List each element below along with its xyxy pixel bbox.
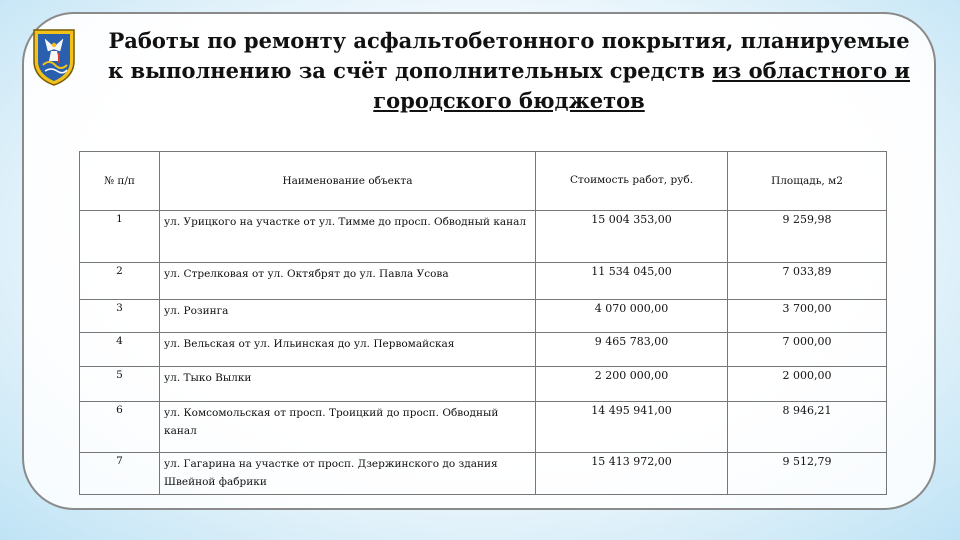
row-area: 8 946,21 bbox=[728, 402, 887, 453]
title-line-1: Работы по ремонту асфальтобетонного покрытия, планируемые bbox=[108, 28, 910, 53]
row-object-name: ул. Комсомольская от просп. Троицкий до просп. Обводный канал bbox=[160, 402, 536, 453]
row-cost: 15 413 972,00 bbox=[536, 453, 728, 495]
header-object-name: Наименование объекта bbox=[160, 152, 536, 211]
title-line-2-underlined: из областного и bbox=[712, 57, 910, 83]
title-line-2 bbox=[96, 56, 922, 86]
row-cost: 15 004 353,00 bbox=[536, 211, 728, 263]
city-coat-of-arms-icon bbox=[31, 27, 77, 87]
title-line-3: городского бюджетов bbox=[373, 87, 645, 113]
table-header-row bbox=[80, 152, 887, 211]
row-number: 1 bbox=[80, 211, 160, 263]
row-number: 3 bbox=[80, 300, 160, 333]
table-row bbox=[80, 333, 887, 367]
row-object-name: ул. Розинга bbox=[160, 300, 536, 333]
row-area: 7 033,89 bbox=[728, 263, 887, 300]
row-number: 4 bbox=[80, 333, 160, 367]
row-cost: 4 070 000,00 bbox=[536, 300, 728, 333]
row-object-name: ул. Гагарина на участке от просп. Дзержинского до здания Швейной фабрики bbox=[160, 453, 536, 495]
row-object-name: ул. Вельская от ул. Ильинская до ул. Первомайская bbox=[160, 333, 536, 367]
table-row bbox=[80, 300, 887, 333]
row-object-name: ул. Тыко Вылки bbox=[160, 367, 536, 402]
table-row bbox=[80, 211, 887, 263]
row-area: 9 259,98 bbox=[728, 211, 887, 263]
row-area: 9 512,79 bbox=[728, 453, 887, 495]
works-table bbox=[79, 151, 887, 495]
row-number: 5 bbox=[80, 367, 160, 402]
row-area: 2 000,00 bbox=[728, 367, 887, 402]
row-number: 2 bbox=[80, 263, 160, 300]
row-object-name: ул. Урицкого на участке от ул. Тимме до просп. Обводный канал bbox=[160, 211, 536, 263]
row-number: 7 bbox=[80, 453, 160, 495]
row-number: 6 bbox=[80, 402, 160, 453]
header-area: Площадь, м2 bbox=[728, 152, 887, 211]
header-number: № п/п bbox=[80, 152, 160, 211]
row-cost: 2 200 000,00 bbox=[536, 367, 728, 402]
row-cost: 9 465 783,00 bbox=[536, 333, 728, 367]
page-title bbox=[96, 26, 922, 115]
table-row bbox=[80, 402, 887, 453]
table-row bbox=[80, 453, 887, 495]
row-area: 7 000,00 bbox=[728, 333, 887, 367]
table-row bbox=[80, 367, 887, 402]
table-row bbox=[80, 263, 887, 300]
title-line-2-text: к выполнению за счёт дополнительных средств bbox=[108, 57, 713, 83]
row-cost: 14 495 941,00 bbox=[536, 402, 728, 453]
row-cost: 11 534 045,00 bbox=[536, 263, 728, 300]
header-cost: Стоимость работ, руб. bbox=[536, 152, 728, 211]
row-area: 3 700,00 bbox=[728, 300, 887, 333]
row-object-name: ул. Стрелковая от ул. Октябрят до ул. Павла Усова bbox=[160, 263, 536, 300]
